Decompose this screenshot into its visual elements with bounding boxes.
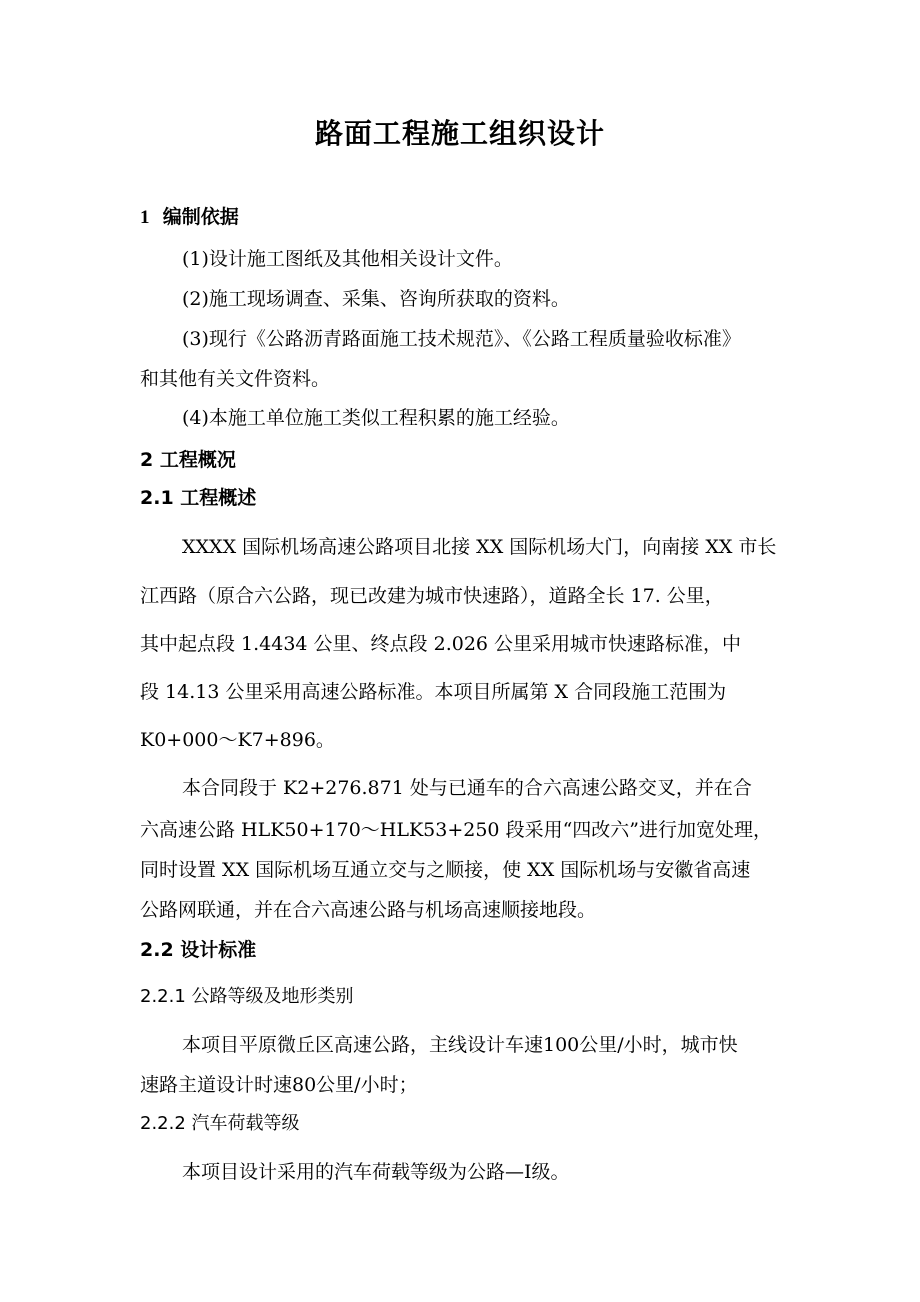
overview-para1-line5: K0+000～K7+896。 [140,729,335,751]
overview-para1-line1: XXXX 国际机场高速公路项目北接 XX 国际机场大门，向南接 XX 市长 [182,536,777,558]
section-2-2-2-heading: 2.2.2 汽车荷载等级 [140,1113,300,1134]
vehicle-load-line1: 本项目设计采用的汽车荷载等级为公路—I级。 [182,1161,570,1183]
road-grade-line2: 速路主道设计时速80公里/小时； [140,1074,418,1096]
overview-para1-line2: 江西路（原合六公路，现已改建为城市快速路），道路全长 17. 公里， [140,585,724,607]
section-1-number: 1 [140,207,150,228]
overview-para1-line3: 其中起点段 1.4434 公里、终点段 2.026 公里采用城市快速路标准，中 [140,633,742,655]
overview-para2-line1: 本合同段于 K2+276.871 处与已通车的合六高速公路交叉，并在合 [182,777,752,799]
basis-item-1: (1)设计施工图纸及其他相关设计文件。 [182,248,513,270]
section-1-title: 编制依据 [162,206,239,228]
overview-para1-line4: 段 14.13 公里采用高速公路标准。本项目所属第 X 合同段施工范围为 [140,681,727,703]
basis-item-3: (3)现行《公路沥青路面施工技术规范》、《公路工程质量验收标准》 [182,328,741,350]
section-2-heading: 2 工程概况 [140,449,236,471]
overview-para2-line2: 六高速公路 HLK50+170～HLK53+250 段采用“四改六”进行加宽处理， [140,819,772,841]
document-title: 路面工程施工组织设计 [314,117,605,150]
section-2-2-1-heading: 2.2.1 公路等级及地形类别 [140,986,354,1007]
road-grade-line1: 本项目平原微丘区高速公路，主线设计车速100公里/小时，城市快 [182,1034,738,1056]
basis-item-2: (2)施工现场调查、采集、咨询所获取的资料。 [182,288,570,310]
basis-item-4: (4)本施工单位施工类似工程积累的施工经验。 [182,407,570,429]
overview-para2-line3: 同时设置 XX 国际机场互通立交与之顺接，使 XX 国际机场与安徽省高速 [140,859,751,881]
section-1-heading [140,205,239,230]
section-2-2-heading: 2.2 设计标准 [140,939,257,961]
section-2-1-heading: 2.1 工程概述 [140,487,257,509]
basis-item-3-cont: 和其他有关文件资料。 [140,368,331,390]
overview-para2-line4: 公路网联通，并在合六高速公路与机场高速顺接地段。 [140,899,597,921]
